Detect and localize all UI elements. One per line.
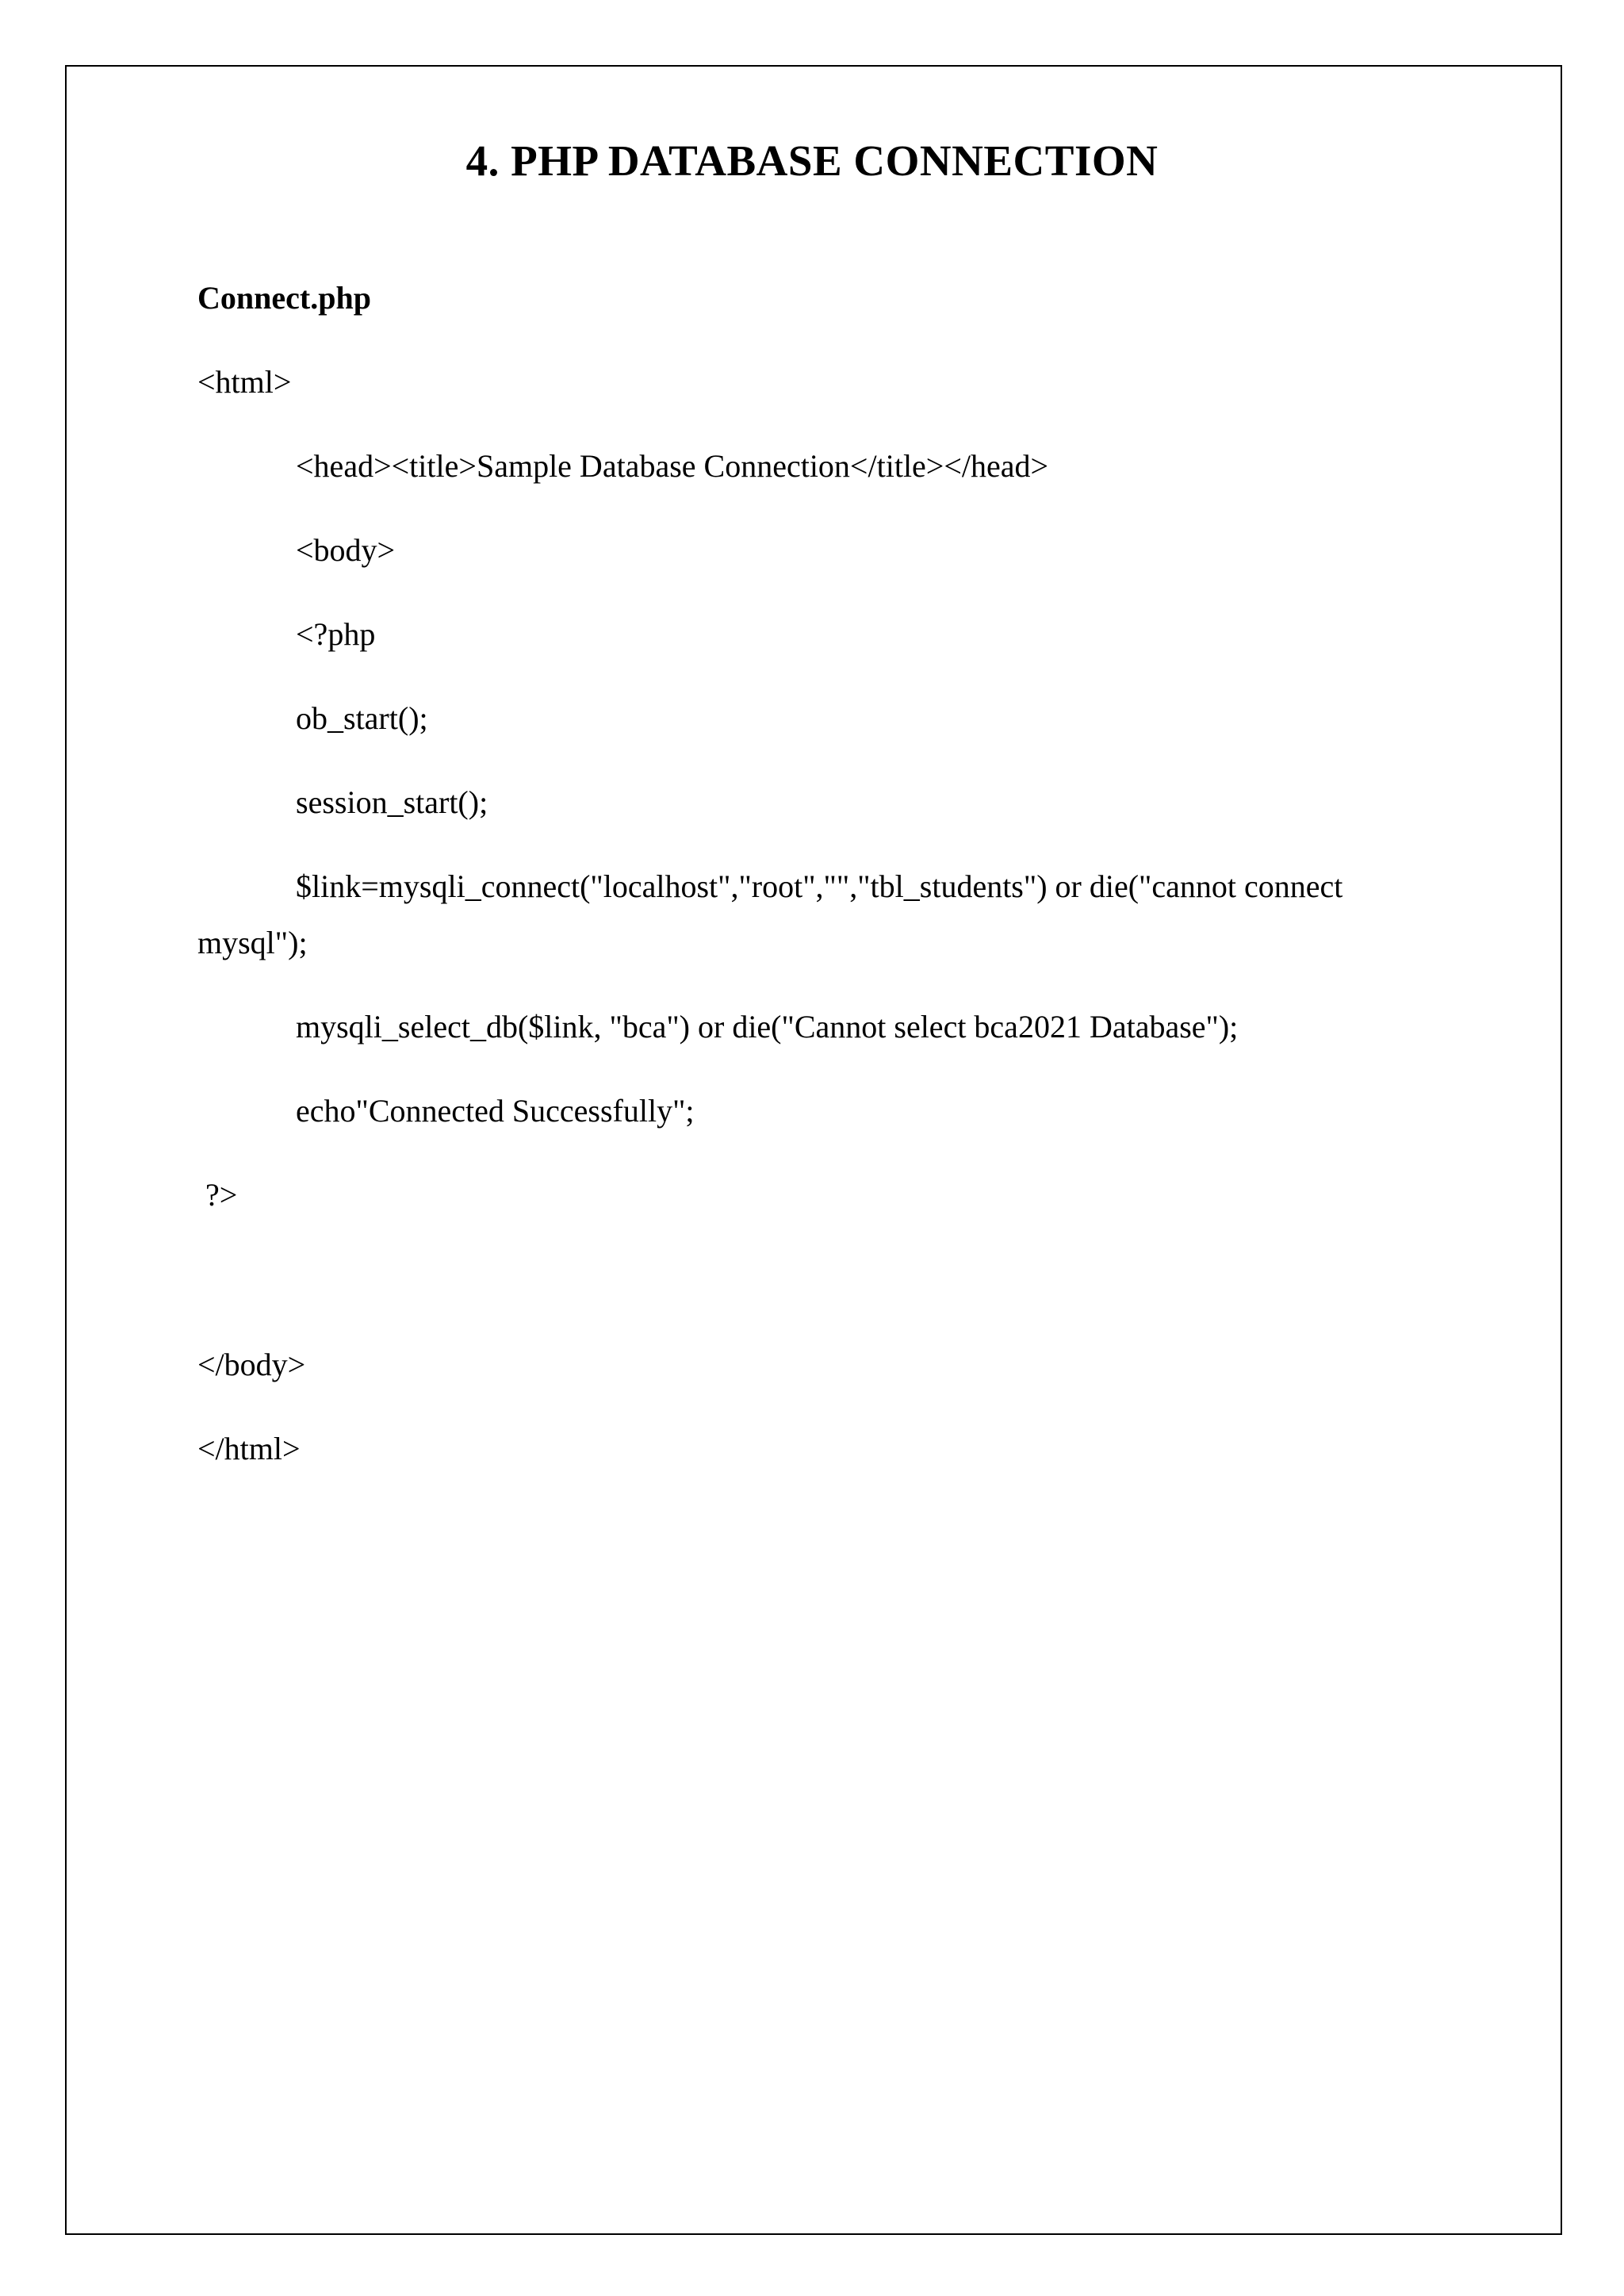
- code-line-session-start: session_start();: [296, 784, 488, 820]
- code-line-body-close: </body>: [197, 1347, 306, 1382]
- code-line-html-open: <html>: [197, 364, 292, 400]
- code-line-ob-start: ob_start();: [296, 700, 428, 736]
- code-line-html-close: </html>: [197, 1431, 301, 1466]
- code-line-php-close: ?>: [197, 1177, 238, 1213]
- code-line-body-open: <body>: [296, 532, 396, 568]
- code-line-head: <head><title>Sample Database Connection</title></head>: [296, 448, 1049, 484]
- code-line-mysqli-connect-cont: mysql");: [197, 925, 308, 960]
- page-title: 4. PHP DATABASE CONNECTION: [465, 136, 1159, 185]
- code-line-php-open: <?php: [296, 616, 376, 652]
- code-line-echo: echo"Connected Successfully";: [296, 1093, 695, 1129]
- code-line-select-db: mysqli_select_db($link, "bca") or die("Cannot select bca2021 Database");: [296, 1009, 1239, 1045]
- filename-heading: Connect.php: [197, 280, 371, 316]
- code-line-mysqli-connect: $link=mysqli_connect("localhost","root","","tbl_students") or die("cannot connect: [296, 868, 1343, 904]
